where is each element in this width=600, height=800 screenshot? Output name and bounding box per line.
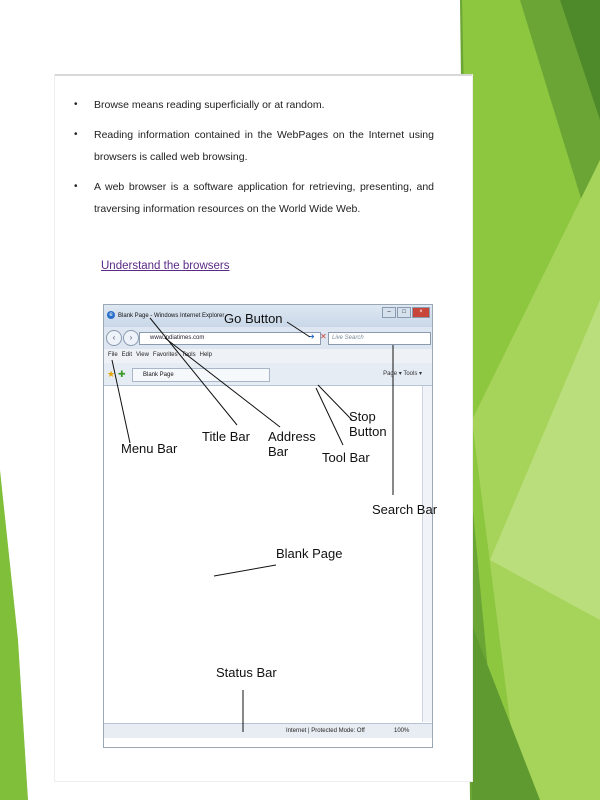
menu-tools: Tools [181, 352, 196, 358]
menu-help: Help [199, 352, 212, 358]
search-bar: Live Search [328, 332, 431, 345]
menu-bar [104, 349, 432, 363]
zoom-level: 100% [394, 728, 410, 734]
bullet-icon: • [74, 99, 78, 110]
add-favorite-icon: ✚ [118, 369, 126, 379]
callout-menu-bar: Menu Bar [121, 441, 178, 456]
tab-blank-page: Blank Page [132, 368, 270, 382]
callout-stop-button: Stop Button [349, 409, 387, 439]
menu-file: File [108, 352, 118, 358]
status-text: Internet | Protected Mode: Off [286, 728, 365, 734]
callout-address-bar: Address Bar [268, 429, 316, 459]
address-row [104, 327, 432, 349]
page-tools-menu: Page ▾ Tools ▾ [383, 371, 422, 377]
maximize-icon: □ [397, 307, 411, 318]
window-controls [381, 307, 430, 317]
favorites-star-icon: ★ [107, 369, 116, 379]
bullet-item: • Browse means reading superficially or at random. [72, 94, 434, 116]
minimize-icon: – [382, 307, 396, 318]
stop-icon: ✕ [320, 332, 327, 341]
scrollbar [422, 386, 432, 722]
bullet-item: • Reading information contained in the WebPages on the Internet using browsers is called web browsing. [72, 124, 434, 168]
callout-status-bar: Status Bar [216, 665, 277, 680]
close-icon: × [412, 307, 430, 318]
address-bar: www.indiatimes.com [139, 332, 321, 345]
forward-icon: › [123, 330, 139, 346]
callout-title-bar: Title Bar [202, 429, 250, 444]
browser-screenshot [103, 304, 433, 748]
section-heading: Understand the browsers [101, 260, 230, 272]
top-divider [55, 74, 472, 76]
go-icon: ➜ [308, 332, 315, 341]
menu-favorites: Favorites [152, 352, 178, 358]
menu-view: View [136, 352, 149, 358]
bullet-icon: • [74, 181, 78, 192]
bullet-list [72, 94, 434, 228]
callout-blank-page: Blank Page [276, 546, 343, 561]
back-icon: ‹ [106, 330, 122, 346]
menu-edit: Edit [121, 352, 133, 358]
ie-logo-icon: e [107, 311, 115, 319]
status-bar [104, 723, 432, 738]
callout-search-bar: Search Bar [372, 502, 438, 517]
callout-go-button: Go Button [224, 311, 283, 326]
bullet-item: • A web browser is a software application for retrieving, presenting, and traversing information resources on the World Wide Web. [72, 176, 434, 220]
bullet-icon: • [74, 129, 78, 140]
callout-tool-bar: Tool Bar [322, 450, 370, 465]
tool-bar [104, 363, 432, 386]
window-title: Blank Page - Windows Internet Explorer [118, 313, 225, 319]
